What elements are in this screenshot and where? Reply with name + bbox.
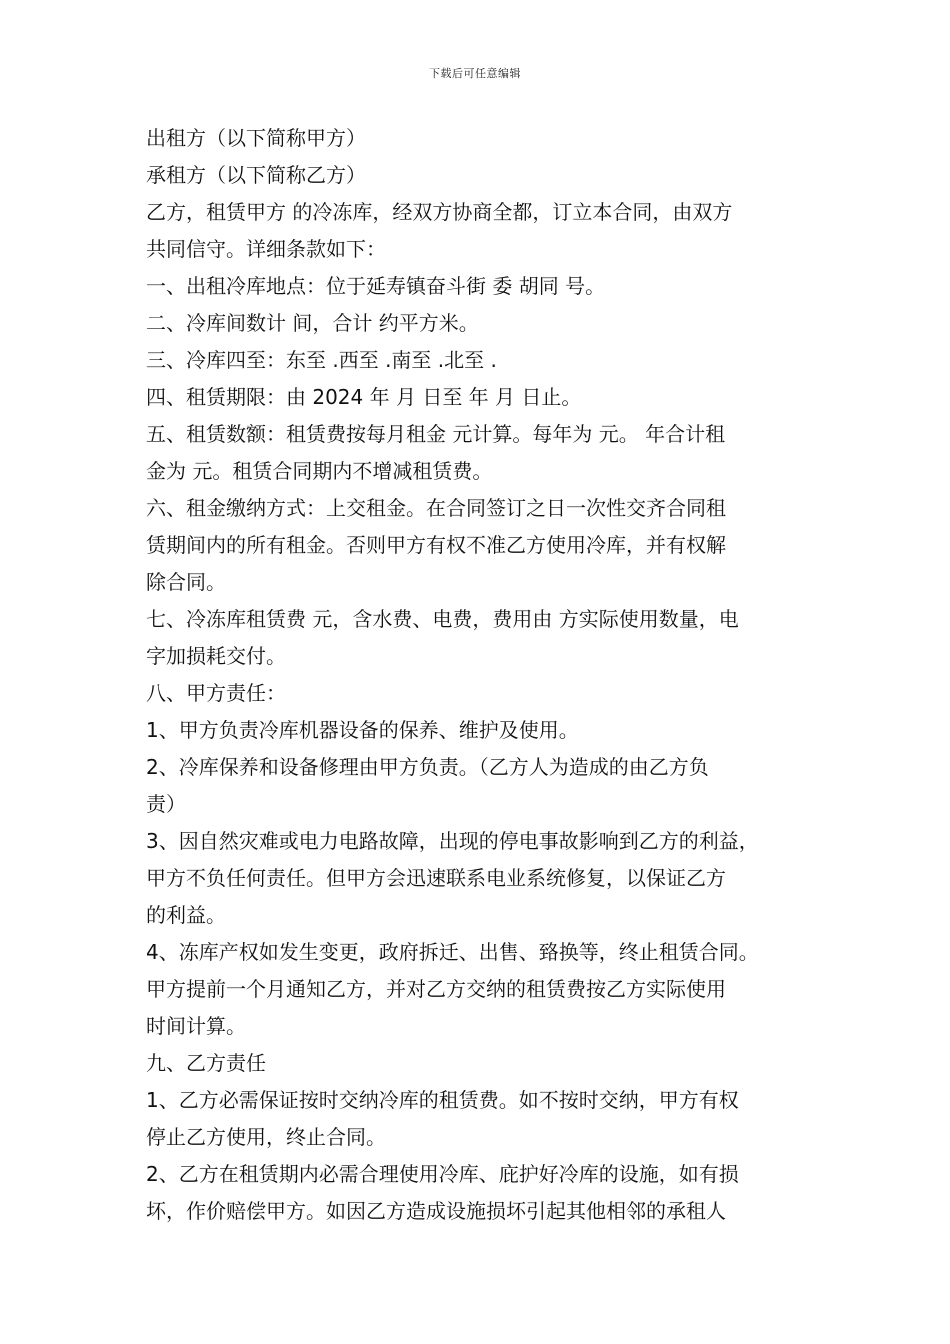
text-line: 二、冷库间数计 间，合计 约平方米。	[146, 311, 479, 335]
contract-body	[146, 120, 814, 1230]
text-line: 赁期间内的所有租金。否则甲方有权不准乙方使用冷库，并有权解	[146, 533, 726, 557]
text-line: 五、租赁数额：租赁费按每月租金 元计算。每年为 元。 年合计租	[146, 422, 726, 446]
text-line: 承租方（以下简称乙方）	[146, 163, 366, 187]
text-line: 停止乙方使用，终止合同。	[146, 1125, 386, 1149]
text-line: 三、冷库四至：东至 .西至 .南至 .北至 .	[146, 348, 497, 372]
text-line: 坏，作价赔偿甲方。如因乙方造成设施损坏引起其他相邻的承租人	[146, 1199, 726, 1223]
text-line: 字加损耗交付。	[146, 644, 286, 668]
page-header-note: 下载后可任意编辑	[429, 67, 521, 80]
text-line: 九、乙方责任	[146, 1051, 266, 1075]
text-line: 2、冷库保养和设备修理由甲方负责。（乙方人为造成的由乙方负	[146, 755, 709, 779]
text-line: 2、乙方在租赁期内必需合理使用冷库、庇护好冷库的设施，如有损	[146, 1162, 739, 1186]
text-line: 时间计算。	[146, 1014, 246, 1038]
text-line: 七、冷冻库租赁费 元，含水费、电费，费用由 方实际使用数量，电	[146, 607, 739, 631]
text-line: 乙方，租赁甲方 的冷冻库，经双方协商全都，订立本合同，由双方	[146, 200, 733, 224]
text-line: 4、冻库产权如发生变更，政府拆迁、出售、臵换等，终止租赁合同。	[146, 940, 759, 964]
text-line: 出租方（以下简称甲方）	[146, 126, 366, 150]
text-line: 共同信守。详细条款如下：	[146, 237, 386, 261]
text-line: 3、因自然灾难或电力电路故障，出现的停电事故影响到乙方的利益，	[146, 829, 759, 853]
text-line: 的利益。	[146, 903, 226, 927]
text-line: 1、甲方负责冷库机器设备的保养、维护及使用。	[146, 718, 579, 742]
text-line: 甲方不负任何责任。但甲方会迅速联系电业系统修复，以保证乙方	[146, 866, 726, 890]
text-line: 金为 元。租赁合同期内不增减租赁费。	[146, 459, 493, 483]
text-line: 甲方提前一个月通知乙方，并对乙方交纳的租赁费按乙方实际使用	[146, 977, 726, 1001]
text-line: 四、租赁期限：由 2024 年 月 日至 年 月 日止。	[146, 385, 582, 409]
text-line: 八、甲方责任：	[146, 681, 286, 705]
text-line: 除合同。	[146, 570, 226, 594]
text-line: 六、租金缴纳方式：上交租金。在合同签订之日一次性交齐合同租	[146, 496, 726, 520]
text-line: 一、出租冷库地点：位于延寿镇奋斗街 委 胡同 号。	[146, 274, 606, 298]
text-line: 责）	[146, 792, 186, 816]
text-line: 1、乙方必需保证按时交纳冷库的租赁费。如不按时交纳，甲方有权	[146, 1088, 739, 1112]
